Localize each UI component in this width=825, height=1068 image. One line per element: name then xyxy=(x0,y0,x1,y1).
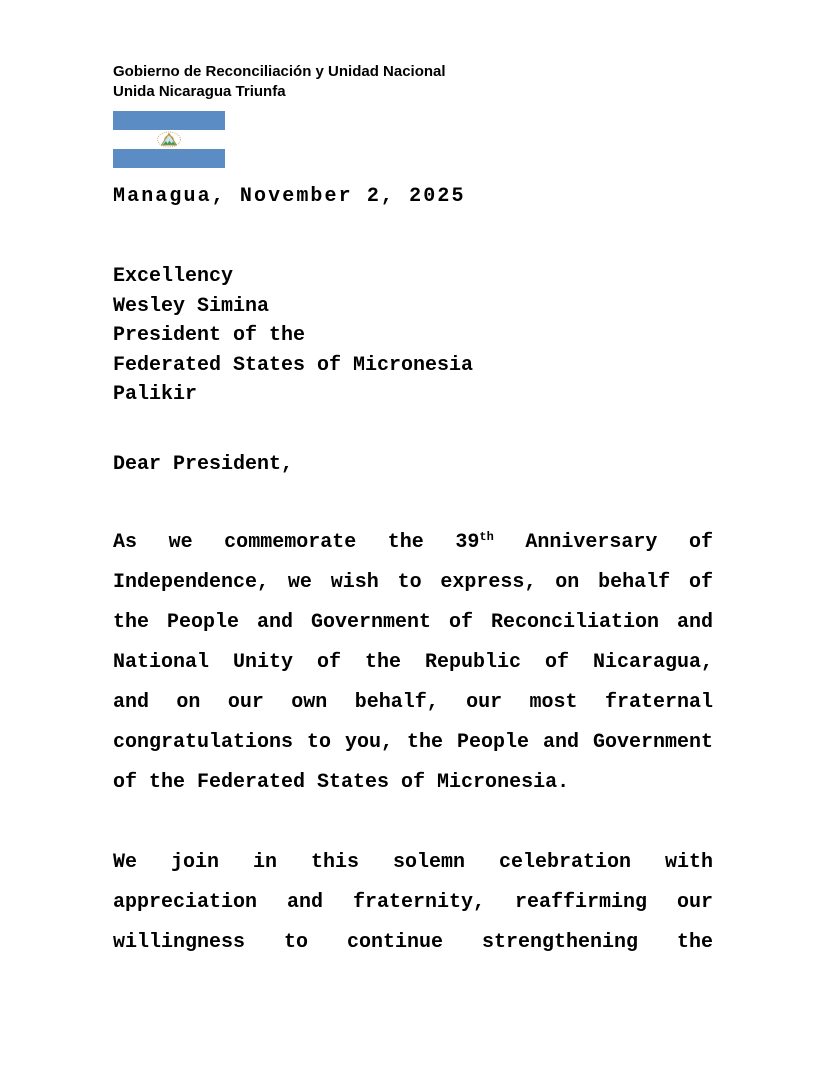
salutation: Dear President, xyxy=(113,452,294,476)
paragraph-2 xyxy=(113,843,713,963)
recipient-block xyxy=(113,262,713,410)
body-line: willingness to continue strengthening the xyxy=(113,931,713,954)
ordinal-superscript: th xyxy=(479,530,494,544)
date-line: Managua, November 2, 2025 xyxy=(113,185,466,208)
body-line: the People and Government of Reconciliation and xyxy=(113,611,713,634)
nicaragua-coat-of-arms-icon xyxy=(156,131,182,148)
body-line: and on our own behalf, our most fraternal xyxy=(113,691,713,714)
body-line-text: As we commemorate the 39 xyxy=(113,531,480,554)
recipient-title-line2: Federated States of Micronesia xyxy=(113,353,474,377)
body-line-text: Anniversary of xyxy=(493,531,713,554)
recipient-honorific: Excellency xyxy=(113,265,234,288)
body-line xyxy=(113,523,713,563)
letterhead xyxy=(113,62,713,102)
body-line: We join in this solemn celebration with xyxy=(113,851,713,874)
body-line: of the Federated States of Micronesia. xyxy=(113,771,570,794)
paragraph-1 xyxy=(113,523,713,803)
body-line: appreciation and fraternity, reaffirming our xyxy=(113,891,713,914)
recipient-city: Palikir xyxy=(113,383,198,406)
body-line: National Unity of the Republic of Nicaragua, xyxy=(113,651,713,674)
letterhead-line1: Gobierno de Reconciliación y Unidad Nacional xyxy=(113,63,446,80)
letterhead-line2: Unida Nicaragua Triunfa xyxy=(113,83,286,100)
flag-stripe-white xyxy=(113,130,225,149)
flag-stripe-blue-top xyxy=(113,111,225,130)
recipient-title-line1: President of the xyxy=(113,324,306,347)
recipient-name: Wesley Simina xyxy=(113,294,270,318)
letter-content xyxy=(113,0,713,963)
body-line: Independence, we wish to express, on behalf of xyxy=(113,571,713,594)
flag-stripe-blue-bottom xyxy=(113,149,225,168)
body-line: congratulations to you, the People and Government xyxy=(113,731,713,754)
nicaragua-flag-image xyxy=(113,111,225,168)
